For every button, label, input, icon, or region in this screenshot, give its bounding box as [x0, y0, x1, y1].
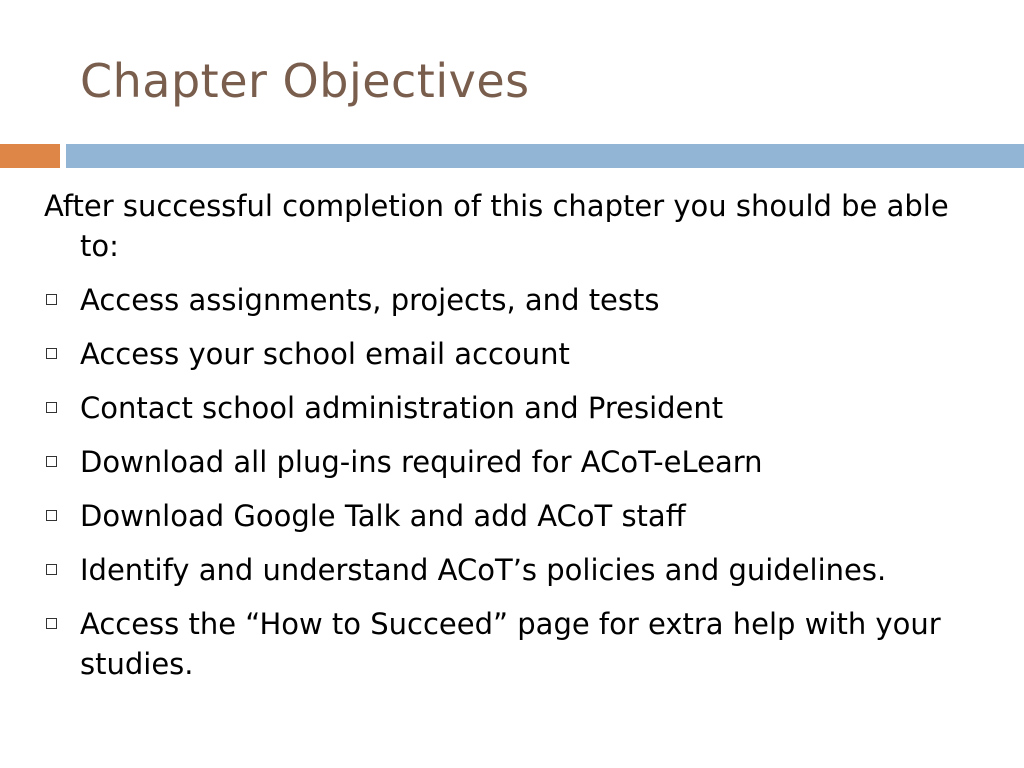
list-item	[44, 280, 984, 320]
list-item	[44, 388, 984, 428]
square-outline-bullet-icon	[46, 456, 57, 467]
square-outline-bullet-icon	[46, 564, 57, 575]
objective-text: Download all plug-ins required for ACoT-eLearn	[80, 445, 763, 479]
square-outline-bullet-icon	[46, 402, 57, 413]
square-outline-bullet-icon	[46, 294, 57, 305]
title-accent-bar	[0, 144, 60, 168]
list-item	[44, 442, 984, 482]
list-item	[44, 550, 984, 590]
slide-body	[44, 186, 984, 698]
square-outline-bullet-icon	[46, 510, 57, 521]
objective-text: Download Google Talk and add ACoT staff	[80, 499, 686, 533]
list-item	[44, 334, 984, 374]
intro-text: After successful completion of this chapter you should be able to:	[44, 189, 949, 263]
objective-text: Access your school email account	[80, 337, 570, 371]
objective-text: Identify and understand ACoT’s policies and guidelines.	[80, 553, 887, 587]
list-item	[44, 604, 984, 684]
slide-title: Chapter Objectives	[80, 54, 530, 108]
objective-text: Contact school administration and President	[80, 391, 724, 425]
square-outline-bullet-icon	[46, 348, 57, 359]
title-divider-bar	[66, 144, 1024, 168]
list-item	[44, 496, 984, 536]
objectives-list	[44, 280, 984, 684]
objective-text: Access assignments, projects, and tests	[80, 283, 660, 317]
square-outline-bullet-icon	[46, 618, 57, 629]
objective-text: Access the “How to Succeed” page for extra help with your studies.	[80, 607, 941, 681]
